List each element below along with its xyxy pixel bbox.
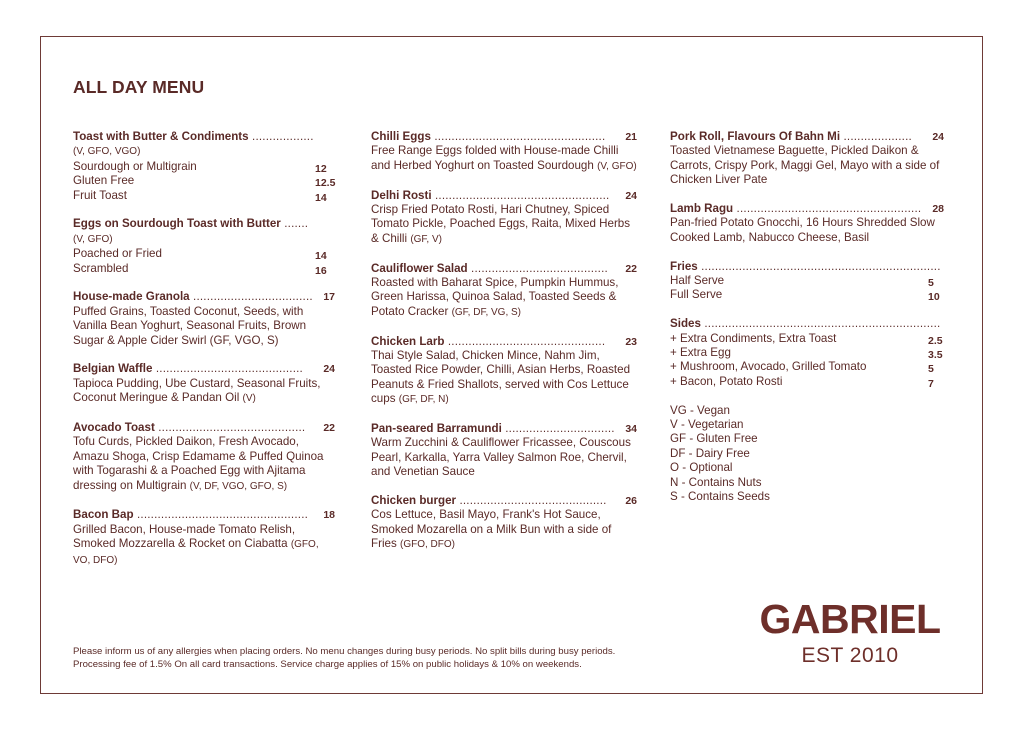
menu-item xyxy=(670,260,944,303)
dietary-tags: (GFO, VO, DFO) xyxy=(73,539,319,566)
menu-item xyxy=(73,362,335,406)
menu-item-description xyxy=(371,436,637,479)
dietary-tags: (V) xyxy=(242,393,256,405)
option-label: + Extra Condiments, Extra Toast xyxy=(670,331,837,345)
leader-dots: ........................................... xyxy=(152,362,303,376)
menu-item-heading xyxy=(73,421,335,435)
legend-entry: VG - Vegan xyxy=(670,403,730,417)
option-label: + Bacon, Potato Rosti xyxy=(670,374,783,388)
menu-option xyxy=(670,346,944,360)
brand-logo xyxy=(758,598,942,668)
menu-item-description xyxy=(371,508,637,552)
menu-option xyxy=(73,262,335,276)
menu-item-heading xyxy=(371,494,637,508)
menu-option xyxy=(73,247,335,261)
menu-option xyxy=(670,375,944,389)
menu-item-heading xyxy=(73,508,335,522)
menu-item-price: 17 xyxy=(323,291,335,304)
leader-dots: .................................................. xyxy=(133,508,309,522)
menu-item-heading xyxy=(371,335,637,349)
option-price: 14 xyxy=(315,250,327,263)
dietary-tags: (GF, DF, VG, S) xyxy=(451,306,522,318)
menu-item-description xyxy=(371,203,637,247)
leader-dots: ..................................................................... xyxy=(700,317,941,331)
option-price: 7 xyxy=(928,377,934,390)
menu-option xyxy=(670,274,944,288)
leader-dots: ...................................................................... xyxy=(697,259,941,273)
option-price: 12.5 xyxy=(315,177,336,190)
dietary-tags: (V, GFO) xyxy=(597,160,637,172)
leader-dots: .................. xyxy=(248,130,314,143)
leader-dots: ........................................... xyxy=(456,494,607,508)
leader-dots: ........................................... xyxy=(154,421,306,435)
leader-dots: ........................................ xyxy=(467,261,608,275)
menu-item-description xyxy=(73,435,335,494)
leader-dots: .............................................. xyxy=(444,334,606,348)
menu-item-heading xyxy=(670,130,944,144)
footer-notice xyxy=(73,646,733,671)
description-text: Grilled Bacon, House-made Tomato Relish, Smoked Mozzarella & Rocket on Ciabatta xyxy=(73,522,296,551)
description-text: Roasted with Baharat Spice, Pumpkin Hummus, Green Harissa, Quinoa Salad, Toasted Seeds & Potato Cracker xyxy=(371,276,619,318)
menu-item-name: Chilli Eggs xyxy=(371,130,431,143)
description-text: Tapioca Pudding, Ube Custard, Seasonal Fruits, Coconut Meringue & Pandan Oil xyxy=(73,376,321,405)
menu-item-heading xyxy=(670,202,944,216)
description-text: Free Range Eggs folded with House-made Chilli and Herbed Yoghurt on Toasted Sourdough xyxy=(371,144,619,172)
legend-entry: N - Contains Nuts xyxy=(670,475,762,489)
option-label: Scrambled xyxy=(73,261,129,275)
menu-option xyxy=(73,189,335,203)
menu-item-description xyxy=(73,144,335,159)
menu-title: ALL DAY MENU xyxy=(73,77,205,97)
dietary-tags: (GFO, DFO) xyxy=(400,539,455,551)
legend-entry: V - Vegetarian xyxy=(670,418,744,432)
description-text: Crisp Fried Potato Rosti, Hari Chutney, Spiced Tomato Pickle, Poached Eggs, Raita, Mixed Herbs & Chilli xyxy=(371,203,631,245)
menu-item xyxy=(371,262,637,321)
menu-item-name: Cauliflower Salad xyxy=(371,261,468,275)
menu-item-heading xyxy=(371,262,637,276)
leader-dots: .................................................. xyxy=(430,130,606,143)
dietary-tags: (GF, V) xyxy=(410,233,442,245)
menu-item-name: Chicken Larb xyxy=(371,334,445,348)
dietary-tags: (V, DF, VGO, GFO, S) xyxy=(189,480,288,492)
legend-entry: S - Contains Seeds xyxy=(670,490,770,504)
menu-item-price: 22 xyxy=(625,262,637,275)
option-price: 10 xyxy=(928,291,940,304)
option-price: 5 xyxy=(928,363,934,376)
description-text: Thai Style Salad, Chicken Mince, Nahm Jim, Toasted Rice Powder, Chilli, Asian Herbs, Roasted Peanuts & Fried Shallots, served with Cos Lettuce cups xyxy=(371,349,631,406)
menu-item-name: Pork Roll, Flavours Of Bahn Mi xyxy=(670,130,841,143)
description-text: Pan-fried Potato Gnocchi, 16 Hours Shredded Slow Cooked Lamb, Nabucco Cheese, Basil xyxy=(670,216,935,244)
menu-item-price: 34 xyxy=(625,423,637,436)
menu-item-description xyxy=(73,232,335,247)
menu-item-heading xyxy=(73,130,335,144)
option-price: 3.5 xyxy=(928,349,943,362)
menu-item-description xyxy=(371,349,637,408)
option-label: + Extra Egg xyxy=(670,346,731,360)
leader-dots: ....... xyxy=(280,217,309,231)
description-text: Tofu Curds, Pickled Daikon, Fresh Avocado, Amazu Shoga, Crisp Edamame & Puffed Quinoa with Togarashi & a Poached Egg with Ajitama dressing on Multigrain xyxy=(73,435,324,492)
menu-item-name: House-made Granola xyxy=(73,290,190,304)
menu-item-name: Belgian Waffle xyxy=(73,362,153,376)
menu-option xyxy=(73,160,335,174)
option-price: 12 xyxy=(315,162,327,175)
menu-item-price: 24 xyxy=(932,131,944,143)
legend-entry: GF - Gluten Free xyxy=(670,432,758,446)
menu-item-name: Fries xyxy=(670,259,698,273)
menu-item-price: 26 xyxy=(625,495,637,508)
menu-option xyxy=(670,360,944,374)
menu-item-heading xyxy=(371,130,637,144)
menu-item-name: Bacon Bap xyxy=(73,508,134,522)
menu-item xyxy=(73,290,335,348)
menu-item-name: Toast with Butter & Condiments xyxy=(73,130,249,143)
menu-item xyxy=(371,335,637,408)
menu-item-name: Delhi Rosti xyxy=(371,188,432,202)
menu-item-description xyxy=(670,144,944,187)
footer-line-1: Please inform us of any allergies when placing orders. No menu changes during busy periods. No split bills during busy periods. xyxy=(73,646,616,657)
menu-item-heading xyxy=(73,362,335,376)
menu-item-heading xyxy=(73,290,335,304)
menu-item-description xyxy=(73,305,335,348)
menu-column-3 xyxy=(670,130,944,505)
menu-item-price: 24 xyxy=(625,189,637,202)
option-price: 5 xyxy=(928,277,934,290)
menu-option xyxy=(670,288,944,302)
dietary-tags: (GF, DF, N) xyxy=(398,394,449,406)
menu-item-price: 23 xyxy=(625,335,637,348)
menu-item-price: 22 xyxy=(323,422,335,435)
description-text: Cos Lettuce, Basil Mayo, Frank's Hot Sauce, Smoked Mozarella on a Milk Bun with a side of Fries xyxy=(371,508,612,551)
description-text: Puffed Grains, Toasted Coconut, Seeds, with Vanilla Bean Yoghurt, Seasonal Fruits, Brown Sugar & Apple Cider Swirl (GF, VGO, S) xyxy=(73,304,307,347)
menu-item-name: Chicken burger xyxy=(371,494,457,508)
menu-item xyxy=(73,217,335,276)
menu-item-name: Pan-seared Barramundi xyxy=(371,422,502,436)
option-price: 16 xyxy=(315,264,327,277)
brand-name: GABRIEL xyxy=(759,596,941,642)
menu-item xyxy=(670,130,944,188)
menu-item-price: 28 xyxy=(932,203,944,216)
menu-option xyxy=(73,174,335,188)
leader-dots: ...................................................... xyxy=(733,202,922,216)
option-price: 14 xyxy=(315,191,327,204)
leader-dots: ................................ xyxy=(501,422,615,436)
menu-item-heading xyxy=(371,189,637,203)
menu-column-2 xyxy=(371,130,637,567)
menu-item-price: 21 xyxy=(625,131,637,143)
option-label: Poached or Fried xyxy=(73,247,162,261)
menu-item xyxy=(371,130,637,174)
legend-entry: DF - Dairy Free xyxy=(670,446,750,460)
option-label: + Mushroom, Avocado, Grilled Tomato xyxy=(670,360,867,374)
option-label: Gluten Free xyxy=(73,174,135,188)
footer-line-2: Processing fee of 1.5% On all card transactions. Service charge applies of 15% on public holidays & 10% on weekends. xyxy=(73,658,582,670)
menu-item xyxy=(371,422,637,480)
menu-item xyxy=(371,494,637,553)
menu-item-heading xyxy=(371,422,637,436)
option-label: Full Serve xyxy=(670,288,723,302)
menu-item xyxy=(73,130,335,203)
menu-item-price: 18 xyxy=(323,509,335,522)
option-label: Half Serve xyxy=(670,274,725,288)
menu-item-heading xyxy=(670,260,944,274)
option-price: 2.5 xyxy=(928,334,943,347)
menu-item-description xyxy=(371,276,637,320)
option-label: Sourdough or Multigrain xyxy=(73,159,197,173)
menu-item xyxy=(371,189,637,248)
menu-item-description xyxy=(371,144,637,174)
menu-option xyxy=(670,332,944,346)
menu-item xyxy=(73,508,335,568)
option-label: Fruit Toast xyxy=(73,188,127,202)
menu-item-name: Lamb Ragu xyxy=(670,202,734,216)
dietary-tags: (V, GFO, VGO) xyxy=(73,146,141,158)
menu-item xyxy=(73,421,335,494)
leader-dots: ................................................... xyxy=(431,188,610,202)
menu-item-name: Avocado Toast xyxy=(73,421,155,435)
menu-item-heading xyxy=(73,217,335,231)
menu-item-price: 24 xyxy=(323,363,335,376)
leader-dots: ................................... xyxy=(189,290,313,304)
dietary-legend xyxy=(670,404,944,505)
menu-item-description xyxy=(670,216,944,245)
menu-item xyxy=(670,202,944,245)
description-text: Toasted Vietnamese Baguette, Pickled Daikon & Carrots, Crispy Pork, Maggi Gel, Mayo with a side of Chicken Liver Pate xyxy=(670,144,940,187)
menu-item-description xyxy=(73,523,335,568)
menu-item-name: Sides xyxy=(670,317,701,331)
menu-item-heading xyxy=(670,317,944,331)
description-text: Warm Zucchini & Cauliflower Fricassee, Couscous Pearl, Karkalla, Yarra Valley Salmon Roe, Chervil, and Venetian Sauce xyxy=(371,436,631,479)
menu-item-name: Eggs on Sourdough Toast with Butter xyxy=(73,217,281,231)
menu-item xyxy=(670,317,944,389)
brand-est: EST 2010 xyxy=(801,644,899,667)
menu-item-description xyxy=(73,377,335,407)
legend-entry: O - Optional xyxy=(670,461,733,475)
menu-column-1 xyxy=(73,130,335,583)
leader-dots: .................... xyxy=(840,130,912,143)
dietary-tags: (V, GFO) xyxy=(73,233,113,245)
